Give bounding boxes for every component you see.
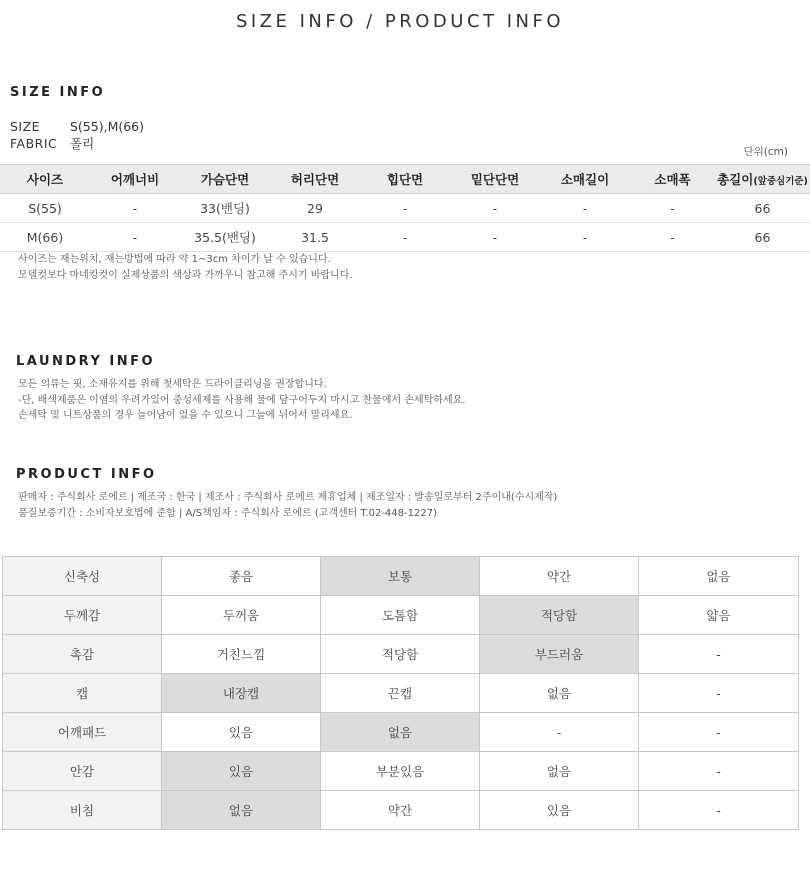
attribute-name: 어깨패드 [3, 713, 162, 752]
table-row [0, 194, 810, 223]
attribute-option: 없음 [480, 674, 639, 713]
table-cell: - [360, 194, 450, 223]
attribute-option: - [639, 791, 799, 830]
attribute-row [3, 557, 799, 596]
attribute-name: 신축성 [3, 557, 162, 596]
attribute-option: - [639, 752, 799, 791]
table-cell: 35.5(밴딩) [180, 223, 270, 252]
column-header: 허리단면 [270, 165, 360, 194]
column-header: 사이즈 [0, 165, 90, 194]
attribute-option: 끈캡 [321, 674, 480, 713]
column-header-label: 총길이 [717, 172, 754, 187]
size-spec-row [10, 119, 144, 134]
laundry-line: 손세탁 및 니트상품의 경우 늘어남이 었을 수 있으니 그늘에 뉘어서 말리세요. [18, 410, 353, 421]
column-header: 가슴단면 [180, 165, 270, 194]
fabric-value: 폴리 [70, 136, 95, 151]
attribute-name: 촉감 [3, 635, 162, 674]
column-header-note: (앞중심기준) [753, 176, 808, 187]
attribute-option: 좋음 [162, 557, 321, 596]
table-cell: - [450, 194, 540, 223]
attribute-name: 안감 [3, 752, 162, 791]
attribute-option: 두꺼움 [162, 596, 321, 635]
attribute-option: 적당함 [321, 635, 480, 674]
size-label: SIZE [10, 119, 41, 134]
attribute-option: 없음 [639, 557, 799, 596]
attribute-option: - [639, 674, 799, 713]
attribute-name: 두께감 [3, 596, 162, 635]
attribute-option-selected: 부드러움 [480, 635, 639, 674]
table-cell: - [450, 223, 540, 252]
attribute-row [3, 635, 799, 674]
size-value: S(55),M(66) [70, 119, 145, 134]
attribute-name: 캡 [3, 674, 162, 713]
table-cell: 31.5 [270, 223, 360, 252]
laundry-info-heading: LAUNDRY INFO [16, 354, 156, 369]
attribute-option: - [480, 713, 639, 752]
attribute-option: 거친느낌 [162, 635, 321, 674]
attribute-option: - [639, 713, 799, 752]
table-cell: - [540, 194, 630, 223]
attribute-option: 있음 [480, 791, 639, 830]
column-header: 힙단면 [360, 165, 450, 194]
attribute-option-selected: 없음 [162, 791, 321, 830]
attribute-row [3, 596, 799, 635]
table-cell: 66 [715, 223, 810, 252]
size-info-heading: SIZE INFO [10, 85, 106, 100]
column-header: 밑단단면 [450, 165, 540, 194]
table-cell: S(55) [0, 194, 90, 223]
size-table [0, 164, 810, 252]
attribute-row [3, 713, 799, 752]
attribute-option: 없음 [480, 752, 639, 791]
table-cell: M(66) [0, 223, 90, 252]
size-notes [18, 252, 353, 283]
product-line: 품질보증기간 : 소비자보호법에 준함 | A/S책임자 : 주식회사 로에르 (고객센터 T.02-448-1227) [18, 507, 437, 519]
note-line: 사이즈는 재는위치, 재는방법에 따라 약 1~3cm 차이가 날 수 있습니다. [18, 254, 331, 265]
attribute-row [3, 674, 799, 713]
product-info-heading: PRODUCT INFO [16, 467, 157, 482]
attribute-option-selected: 보통 [321, 557, 480, 596]
column-header-total-length [715, 165, 810, 194]
column-header: 어깨너비 [90, 165, 180, 194]
table-cell: 66 [715, 194, 810, 223]
attribute-option-selected: 없음 [321, 713, 480, 752]
attribute-option: 약간 [480, 557, 639, 596]
attribute-row [3, 791, 799, 830]
table-cell: 33(밴딩) [180, 194, 270, 223]
attribute-option: 약간 [321, 791, 480, 830]
table-cell: - [630, 223, 715, 252]
attribute-option: 부분있음 [321, 752, 480, 791]
attribute-option: 있음 [162, 713, 321, 752]
table-cell: - [90, 223, 180, 252]
page-title: SIZE INFO / PRODUCT INFO [235, 11, 565, 32]
attribute-option-selected: 적당함 [480, 596, 639, 635]
laundry-notes [18, 377, 465, 424]
attribute-name: 비침 [3, 791, 162, 830]
attribute-option: - [639, 635, 799, 674]
table-cell: - [90, 194, 180, 223]
attribute-option: 얇음 [639, 596, 799, 635]
laundry-line: -단, 배색제품은 이염의 우려가있어 중성세제를 사용해 물에 담구어두지 마시고 찬물에서 손세탁하세요. [18, 394, 466, 406]
table-cell: 29 [270, 194, 360, 223]
table-row [0, 223, 810, 252]
table-cell: - [540, 223, 630, 252]
column-header: 소매폭 [630, 165, 715, 194]
unit-label: 단위(cm) [743, 146, 788, 158]
column-header: 소매길이 [540, 165, 630, 194]
fabric-label: FABRIC [10, 136, 58, 151]
product-line: 판매자 : 주식회사 로에르 | 제조국 : 한국 | 제조사 : 주식회사 로에르 제휴업체 | 제조일자 : 발송일로부터 2주이내(수시제작) [18, 492, 558, 503]
fabric-spec-row [10, 134, 94, 152]
attribute-table [2, 556, 799, 830]
note-line: 모델컷보다 마네킹컷이 실제상품의 색상과 가까우니 참고해 주시기 바랍니다. [18, 269, 353, 281]
attribute-option: 도톰함 [321, 596, 480, 635]
attribute-row [3, 752, 799, 791]
attribute-option-selected: 있음 [162, 752, 321, 791]
attribute-option-selected: 내장캡 [162, 674, 321, 713]
laundry-line: 모든 의류는 핏, 소재유지를 위해 첫세탁은 드라이클리닝을 권장합니다. [18, 379, 327, 390]
product-notes [18, 490, 557, 521]
table-cell: - [630, 194, 715, 223]
size-table-header [0, 165, 810, 194]
table-cell: - [360, 223, 450, 252]
